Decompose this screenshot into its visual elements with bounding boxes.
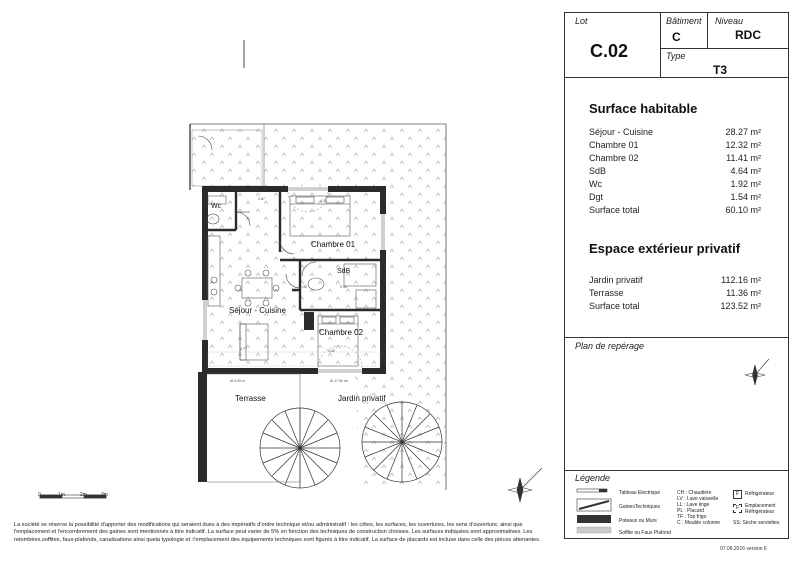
surface-row: Séjour - Cuisine 28.27 m² xyxy=(589,127,761,137)
exterieur-row-total: Surface total 123.52 m² xyxy=(589,301,761,311)
legend-empl-refrig-1: Emplacement xyxy=(745,503,776,509)
surface-row: Chambre 01 12.32 m² xyxy=(589,140,761,150)
lot-value: C.02 xyxy=(590,41,629,61)
north-arrow-reperage-icon xyxy=(735,347,775,397)
legend-pl: PL : Placard xyxy=(677,508,705,514)
tree-right xyxy=(362,402,442,482)
version-label: 07.06.2016 version 6 xyxy=(720,546,767,552)
legend-ll: LL : Lave linge xyxy=(677,502,710,508)
room-label-sejour: Séjour - Cuisine xyxy=(229,306,286,315)
type-label: Type xyxy=(666,51,686,61)
scale-label-3m: 3m xyxy=(101,492,108,498)
surface-row: Wc 1.92 m² xyxy=(589,179,761,189)
legend-tf: TF : Top frigo xyxy=(677,514,707,520)
svg-text:4.21: 4.21 xyxy=(320,199,327,203)
scale-label-0: 0 xyxy=(38,492,41,498)
legend-ch: CH : Chaudière xyxy=(677,490,712,496)
lot-label: Lot xyxy=(575,16,588,26)
scale-bar xyxy=(40,495,106,498)
surface-row: Chambre 02 11.41 m² xyxy=(589,153,761,163)
garden-area xyxy=(190,124,446,486)
niveau-value: RDC xyxy=(735,28,761,42)
legend-lv: LV : Lave vaisselle xyxy=(677,496,719,502)
batiment-label: Bâtiment xyxy=(666,16,702,26)
legend-empl-refrig-2: Réfrigérateur xyxy=(745,509,775,515)
refrigerator-location-icon: F xyxy=(733,504,742,513)
room-label-jardin: Jardin privatif xyxy=(338,394,386,403)
legend-symbols xyxy=(575,485,619,539)
espace-exterieur-title: Espace extérieur privatif xyxy=(589,241,741,256)
room-label-chambre02: Chambre 02 xyxy=(319,328,364,337)
scale-label-1m: 1m xyxy=(58,492,65,498)
exterieur-row: Jardin privatif 112.16 m² xyxy=(589,275,761,285)
legend-c: C : Meuble colonne xyxy=(677,520,721,526)
svg-text:2.30: 2.30 xyxy=(340,285,347,289)
room-label-terrasse: Terrasse xyxy=(235,394,266,403)
svg-text:Al 4.00 m: Al 4.00 m xyxy=(230,379,245,383)
legend-tableau: Tableau Electrique xyxy=(619,490,661,496)
batiment-value: C xyxy=(672,30,681,44)
north-arrow-plan-icon xyxy=(508,468,542,502)
info-panel xyxy=(564,12,789,539)
disclaimer-text: La société se réserve la possibilité d'apporter des modifications qui seraient dues à des impératifs d'ordre technique et/ou administratif : les côtes, les surfaces, les ouvertures, les sens d'ouverture, ainsi que l'emplacement et l'encombrement des gaines sont mentionnés à titre indicatif. La surface peut varier de 5% en fonction des techniques de construction choisies. Les surfaces indiquées sont approximatives. Les retombées,soffites, faux-plafonds, canalisations ainsi quela typologie et :l'emplacement des équipements techniques sont figurés à titre indicatif. La surface de placards est incluse dans celle des pièces attenantes. xyxy=(14,522,541,543)
type-value: T3 xyxy=(713,63,728,77)
surface-row: SdB 4.64 m² xyxy=(589,166,761,176)
svg-text:4.77: 4.77 xyxy=(240,347,247,351)
scale-label-2m: 2m xyxy=(80,492,87,498)
legend-refrig: Réfrigérateur xyxy=(745,491,775,497)
niveau-label: Niveau xyxy=(715,16,744,26)
refrigerator-icon: F xyxy=(733,490,742,499)
room-label-chambre01: Chambre 01 xyxy=(311,240,356,249)
svg-text:3.40: 3.40 xyxy=(328,349,335,353)
room-label-wc: Wc xyxy=(211,203,222,210)
legend-gaines: GainesTechniques xyxy=(619,504,661,510)
tree-left xyxy=(260,408,340,488)
surface-row: Dgt 1.54 m² xyxy=(589,192,761,202)
svg-text:2.87: 2.87 xyxy=(258,197,265,201)
legend-poteaux: Poteaux ou Murs xyxy=(619,518,657,524)
surface-habitable-title: Surface habitable xyxy=(589,101,698,116)
svg-text:1.36: 1.36 xyxy=(300,285,307,289)
legend-soffite: Soffite ou Faux Plafond xyxy=(619,530,671,536)
legend-ss: SS: Sèche serviettes xyxy=(733,520,780,526)
legende-title: Légende xyxy=(575,473,611,483)
surface-row-total: Surface total 60.10 m² xyxy=(589,205,761,215)
plan-reperage-label: Plan de repérage xyxy=(575,341,645,351)
svg-text:Al 17.00 m²: Al 17.00 m² xyxy=(330,379,348,383)
room-label-sdb: SdB xyxy=(337,268,351,275)
exterieur-row: Terrasse 11.36 m² xyxy=(589,288,761,298)
